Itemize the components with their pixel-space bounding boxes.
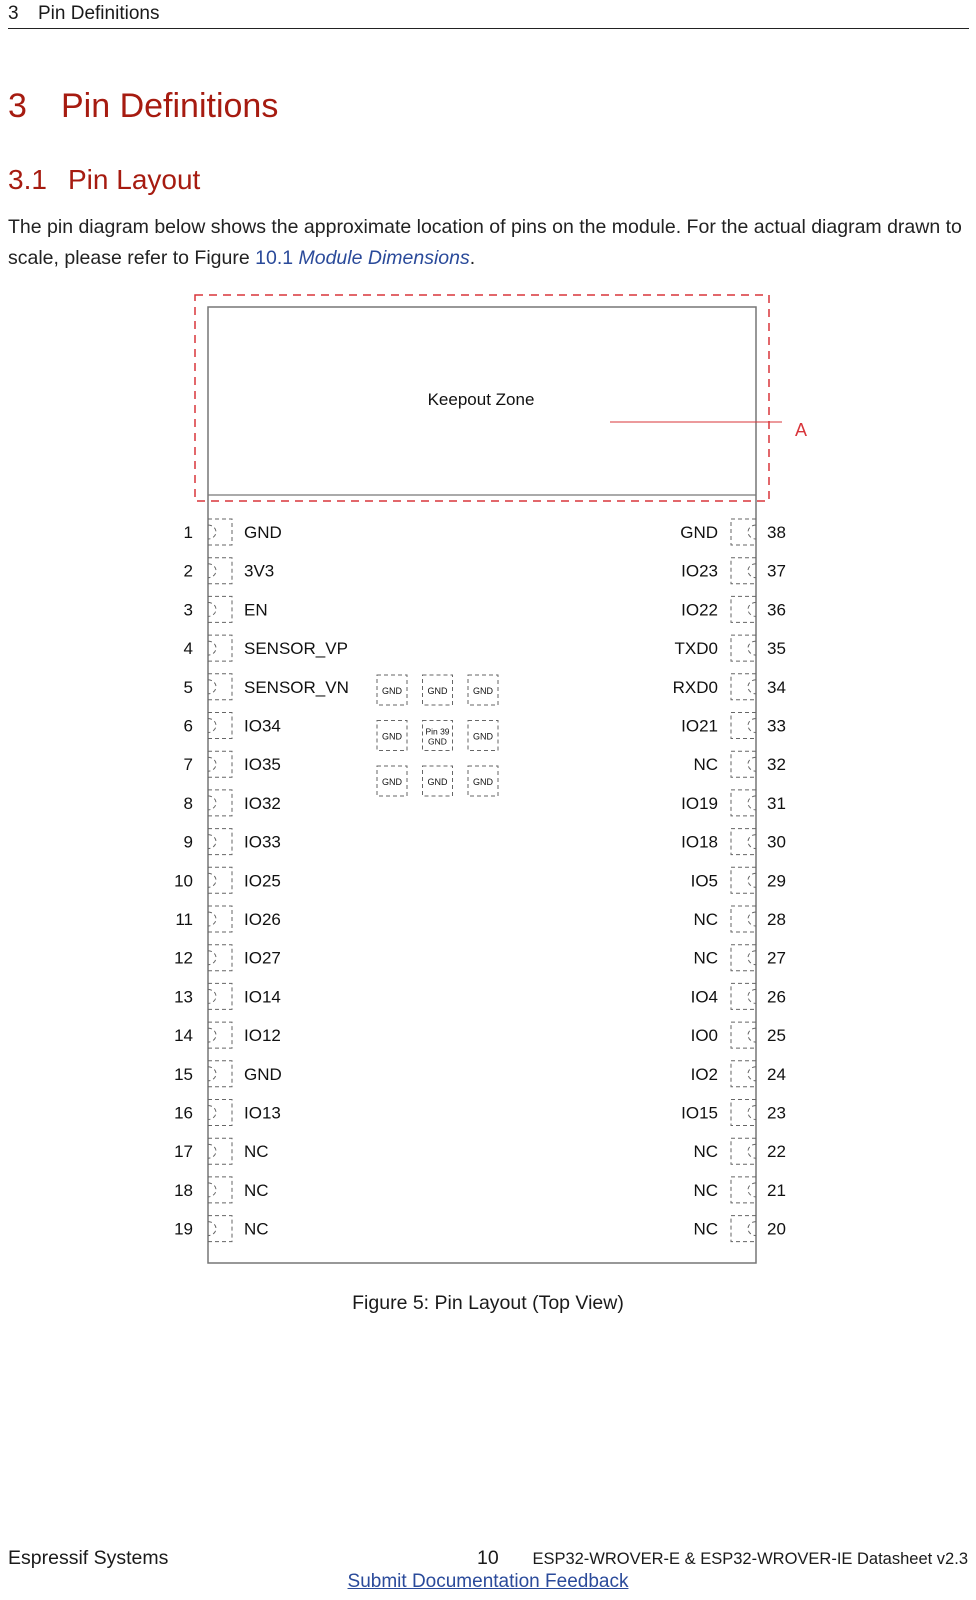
pin-name: RXD0 xyxy=(672,677,718,697)
pin-pad xyxy=(731,1061,756,1087)
pin-name: IO2 xyxy=(690,1064,718,1084)
right-pin-column xyxy=(673,519,786,1242)
running-header-title: Pin Definitions xyxy=(38,3,160,24)
intro-text-end: . xyxy=(469,247,476,269)
pad-label: GND xyxy=(427,777,448,787)
left-pin-6 xyxy=(184,713,281,739)
pad-label: GND xyxy=(473,731,493,742)
pin-name: 3V3 xyxy=(244,561,275,581)
pin-pad xyxy=(731,790,756,816)
pin-name: IO27 xyxy=(244,948,281,968)
pin-name: IO15 xyxy=(681,1103,718,1123)
left-pin-12 xyxy=(174,945,281,971)
figure-ref-title-link[interactable]: Module Dimensions xyxy=(298,247,470,269)
pin-pad xyxy=(208,867,232,893)
left-pin-17 xyxy=(174,1138,268,1164)
pin-name: NC xyxy=(693,910,718,929)
pin-name: NC xyxy=(244,1180,269,1200)
center-gnd-pad xyxy=(377,766,407,796)
pin-name: IO22 xyxy=(681,600,718,620)
pin-number: 11 xyxy=(175,910,193,929)
pin-pad xyxy=(208,1022,232,1048)
submit-feedback-link[interactable]: Submit Documentation Feedback xyxy=(347,1571,629,1592)
pin-number: 10 xyxy=(174,871,193,891)
pin-number: 34 xyxy=(767,677,786,697)
pin-number: 33 xyxy=(767,716,786,736)
pin-pad xyxy=(731,635,756,661)
pin-number: 28 xyxy=(767,910,786,929)
pad-label: GND xyxy=(473,686,493,696)
pin-number: 3 xyxy=(183,600,193,620)
figure-caption: Figure 5: Pin Layout (Top View) xyxy=(352,1292,624,1314)
right-pin-26 xyxy=(691,983,786,1009)
pin-pad xyxy=(731,906,756,932)
pin-name: IO18 xyxy=(681,832,718,852)
pin-number: 27 xyxy=(767,948,786,968)
pin-number: 36 xyxy=(767,600,786,620)
marker-a-label: A xyxy=(795,420,808,440)
pin-pad xyxy=(208,713,232,739)
pin-number: 23 xyxy=(767,1103,786,1123)
right-pin-34 xyxy=(673,674,786,700)
pin-pad xyxy=(731,713,756,739)
center-gnd-pad xyxy=(468,675,498,705)
pin-pad xyxy=(731,1177,756,1203)
pin-pad xyxy=(208,945,232,971)
right-pin-21 xyxy=(693,1177,785,1203)
center-gnd-pad xyxy=(423,675,453,705)
pin-name: NC xyxy=(693,1180,718,1200)
pin-number: 7 xyxy=(183,755,193,775)
left-pin-15 xyxy=(174,1061,282,1087)
section-title: Pin Definitions xyxy=(61,87,279,125)
pin-number: 24 xyxy=(767,1064,786,1084)
left-pin-10 xyxy=(174,867,281,893)
pin-pad xyxy=(208,519,232,545)
pin-pad xyxy=(208,1216,232,1242)
pad-label: GND xyxy=(382,777,402,787)
pin-pad xyxy=(208,751,232,777)
pin-name: IO25 xyxy=(244,871,281,891)
pin-name: GND xyxy=(680,523,718,542)
center-gnd-pad xyxy=(423,721,453,751)
pin-number: 2 xyxy=(183,561,193,581)
pin-name: GND xyxy=(244,523,282,542)
pin-pad xyxy=(208,1177,232,1203)
pin-name: NC xyxy=(693,755,718,775)
subsection-title: Pin Layout xyxy=(68,164,201,195)
pin-pad xyxy=(731,1022,756,1048)
pin-pad xyxy=(731,519,756,545)
pin-name: IO35 xyxy=(244,755,281,775)
footer-page-number: 10 xyxy=(477,1547,499,1569)
pin-pad xyxy=(208,596,232,622)
pin-number: 18 xyxy=(174,1180,193,1200)
footer-doc-title: ESP32-WROVER-E & ESP32-WROVER-IE Datasheet v2.3 xyxy=(532,1550,968,1568)
pin-number: 8 xyxy=(183,793,193,813)
pin-name: IO19 xyxy=(681,793,718,813)
pin-name: SENSOR_VN xyxy=(244,677,349,697)
left-pin-18 xyxy=(174,1177,268,1203)
right-pin-29 xyxy=(691,867,786,893)
pin-pad xyxy=(208,558,232,584)
pin-number: 29 xyxy=(767,871,786,891)
pin-number: 30 xyxy=(767,832,786,852)
pin-pad xyxy=(731,1216,756,1242)
section-number: 3 xyxy=(8,87,27,125)
left-pin-14 xyxy=(174,1022,281,1048)
pin-pad xyxy=(731,751,756,777)
pin-number: 26 xyxy=(767,987,786,1007)
keepout-zone-label: Keepout Zone xyxy=(427,390,535,409)
left-pin-1 xyxy=(184,519,282,545)
pin-pad xyxy=(731,1100,756,1126)
pin-name: IO33 xyxy=(244,832,281,852)
pin-number: 19 xyxy=(174,1219,193,1239)
pin-name: IO34 xyxy=(244,716,281,736)
pin-pad xyxy=(731,674,756,700)
right-pin-31 xyxy=(681,790,786,816)
pin-name: EN xyxy=(244,600,268,620)
pin-pad xyxy=(731,829,756,855)
subsection-number: 3.1 xyxy=(8,164,47,195)
pad-label: GND xyxy=(382,686,402,696)
pin-pad xyxy=(208,1100,232,1126)
right-pin-30 xyxy=(681,829,786,855)
right-pin-25 xyxy=(691,1022,786,1048)
pin-pad xyxy=(731,945,756,971)
intro-text: The pin diagram below shows the approximate location of pins on the module. For the actual diagram drawn to scale, please refer to Figure xyxy=(8,216,962,269)
left-pin-19 xyxy=(174,1216,268,1242)
pin-name: NC xyxy=(244,1219,269,1239)
figure-ref-number-link[interactable]: 10.1 xyxy=(255,247,294,269)
pin-number: 17 xyxy=(174,1142,193,1162)
pad-label: GND xyxy=(382,731,402,742)
pin-pad xyxy=(208,1138,232,1164)
pin-name: IO4 xyxy=(690,987,718,1007)
pin-pad xyxy=(208,983,232,1009)
center-pad-array xyxy=(377,675,498,796)
pin-pad xyxy=(731,558,756,584)
running-header-number: 3 xyxy=(8,3,19,24)
pin-number: 16 xyxy=(174,1103,193,1123)
pin-number: 22 xyxy=(767,1142,786,1162)
right-pin-27 xyxy=(693,945,785,971)
pin-name: IO13 xyxy=(244,1103,281,1123)
pin-number: 9 xyxy=(183,832,193,852)
left-pin-13 xyxy=(174,983,281,1009)
center-gnd-pad xyxy=(468,766,498,796)
pin-name: IO21 xyxy=(681,716,718,736)
footer-company: Espressif Systems xyxy=(8,1547,169,1569)
pin-number: 6 xyxy=(183,716,193,736)
right-pin-37 xyxy=(681,558,786,584)
right-pin-33 xyxy=(681,713,786,739)
right-pin-24 xyxy=(691,1061,786,1087)
pin-pad xyxy=(731,1138,756,1164)
pin-name: IO5 xyxy=(690,871,718,891)
pin-name: NC xyxy=(693,1142,718,1162)
pin-name: NC xyxy=(693,1219,718,1239)
center-gnd-pad xyxy=(377,675,407,705)
center-gnd-pad xyxy=(423,766,453,796)
pin-number: 5 xyxy=(183,677,193,697)
pin-name: IO12 xyxy=(244,1026,281,1046)
pin-pad xyxy=(208,906,232,932)
pin-number: 1 xyxy=(183,523,193,542)
center-gnd-pad xyxy=(377,721,407,751)
pin-number: 35 xyxy=(767,639,786,659)
right-pin-32 xyxy=(693,751,785,777)
pin-pad xyxy=(208,635,232,661)
pin-pad xyxy=(208,1061,232,1087)
pad-label: GND xyxy=(427,686,448,696)
pad-label: Pin 39 xyxy=(425,726,450,737)
pin-name: IO23 xyxy=(681,561,718,581)
right-pin-22 xyxy=(693,1138,785,1164)
pin-number: 31 xyxy=(767,793,786,813)
pin-number: 32 xyxy=(767,755,786,775)
pin-number: 13 xyxy=(174,987,193,1007)
left-pin-8 xyxy=(184,790,281,816)
pin-name: IO14 xyxy=(244,987,281,1007)
center-gnd-pad xyxy=(468,721,498,751)
pin-name: SENSOR_VP xyxy=(244,639,348,659)
pin-name: IO32 xyxy=(244,793,281,813)
pin-pad xyxy=(731,867,756,893)
left-pin-column xyxy=(174,519,349,1242)
pin-pad xyxy=(208,674,232,700)
pin-number: 37 xyxy=(767,561,786,581)
pin-name: GND xyxy=(244,1064,282,1084)
right-pin-36 xyxy=(681,596,786,622)
left-pin-2 xyxy=(184,558,275,584)
right-pin-38 xyxy=(680,519,786,545)
pin-number: 15 xyxy=(174,1064,193,1084)
pin-name: IO0 xyxy=(690,1026,718,1046)
pin-number: 4 xyxy=(183,639,193,659)
right-pin-28 xyxy=(693,906,785,932)
right-pin-20 xyxy=(693,1216,785,1242)
right-pin-23 xyxy=(681,1100,786,1126)
pin-pad xyxy=(731,596,756,622)
right-pin-35 xyxy=(675,635,786,661)
pin-pad xyxy=(208,790,232,816)
pin-name: IO26 xyxy=(244,910,281,929)
pin-number: 20 xyxy=(767,1219,786,1239)
pin-name: TXD0 xyxy=(674,639,718,659)
pin-name: NC xyxy=(244,1142,269,1162)
pin-number: 38 xyxy=(767,523,786,542)
pad-label: GND xyxy=(473,777,493,787)
pad-label: GND xyxy=(428,736,447,747)
left-pin-11 xyxy=(175,906,281,932)
left-pin-7 xyxy=(184,751,281,777)
pin-number: 21 xyxy=(767,1180,786,1200)
pin-name: NC xyxy=(693,948,718,968)
pin-number: 25 xyxy=(767,1026,786,1046)
pin-number: 12 xyxy=(174,948,193,968)
left-pin-3 xyxy=(184,596,268,622)
pin-number: 14 xyxy=(174,1026,193,1046)
pin-pad xyxy=(731,983,756,1009)
left-pin-9 xyxy=(184,829,281,855)
pin-pad xyxy=(208,829,232,855)
left-pin-16 xyxy=(174,1100,281,1126)
